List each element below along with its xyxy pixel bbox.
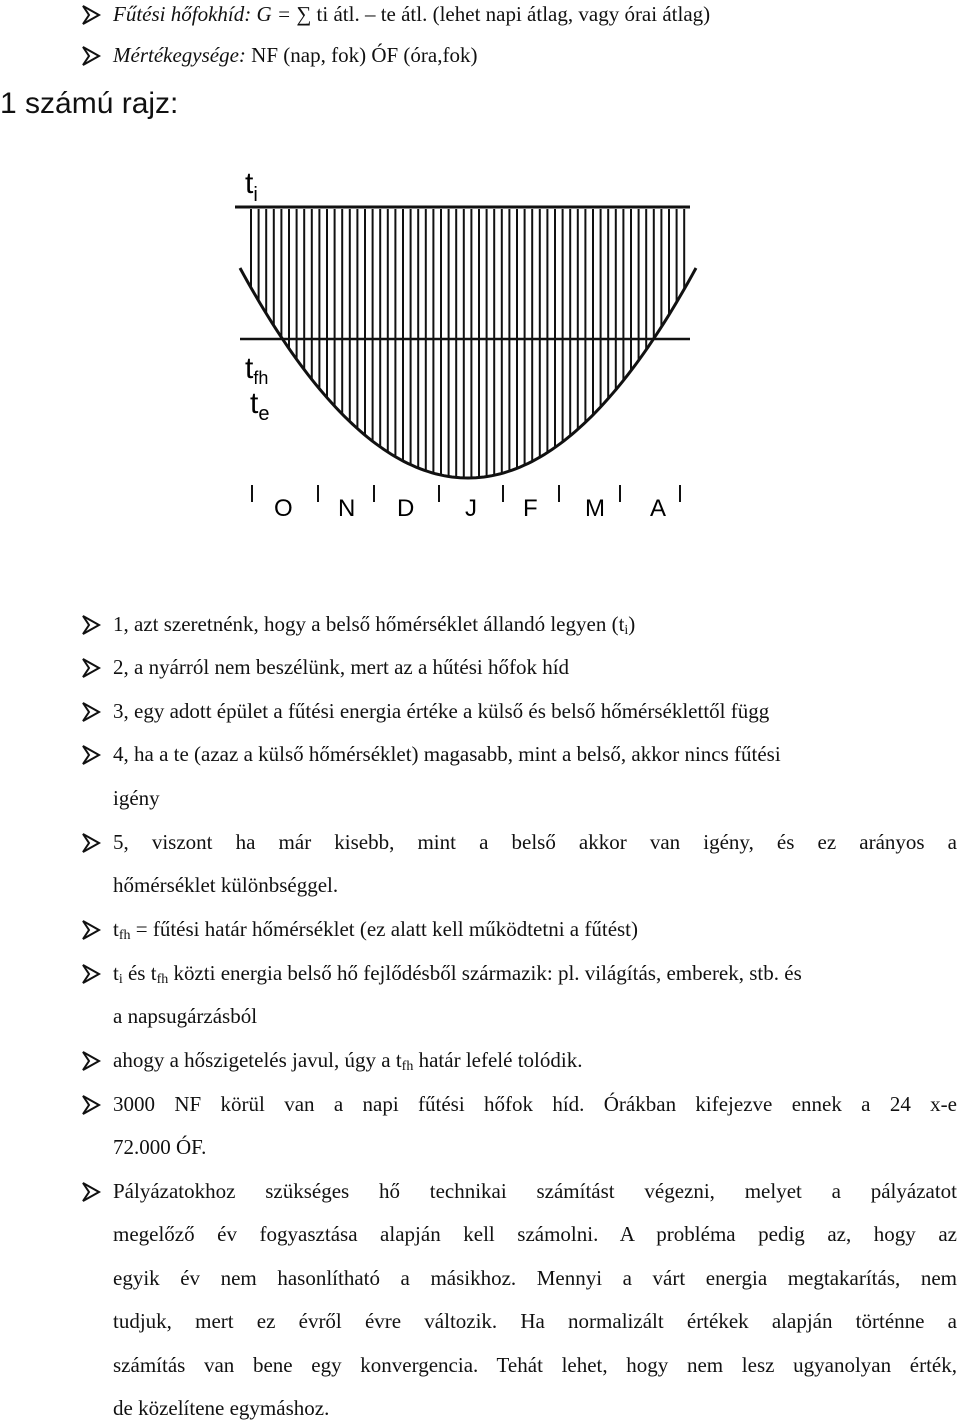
bullet-8: ahogy a hőszigetelés javul, úgy a $t_{fh}$ határ lefelé tolódik. — [113, 1048, 583, 1074]
heating-degree-diagram — [225, 160, 705, 530]
bullet-10-line6: de közelítene egymáshoz. — [113, 1396, 330, 1420]
bullet-4-line2: igény — [113, 786, 160, 810]
bullet-6: $t_{fh}$ = fűtési határ hőmérséklet (ez alatt kell működtetni a fűtést) — [113, 917, 639, 943]
arrowhead-bullet-icon — [80, 44, 102, 68]
bullet-9-line1: 3000 NF körül van a napi fűtési hőfok híd. Órákban kifejezve ennek a 24 x-e — [113, 1092, 957, 1116]
bullet-1: 1, azt szeretnénk, hogy a belső hőmérséklet állandó legyen $(t_i)$ — [113, 612, 636, 638]
arrowhead-bullet-icon — [80, 743, 102, 767]
bullet-3: 3, egy adott épület a fűtési energia értéke a külső és belső hőmérséklettől függ — [113, 699, 770, 723]
te-curve — [240, 268, 696, 478]
bullet-10-line4: tudjuk, mert ez évről évre változik. Ha normalizált értékek alapján történne a — [113, 1309, 957, 1333]
hofokhid-definition: Fűtési hőfokhíd: G = ∑ ti átl. – te átl. (lehet napi átlag, vagy órai átlag) — [113, 2, 711, 26]
month-label: O — [274, 495, 293, 522]
arrowhead-bullet-icon — [80, 1049, 102, 1073]
arrowhead-bullet-icon — [80, 656, 102, 680]
bullet-7-line2: a napsugárzásból — [113, 1004, 258, 1028]
tfh-label: $t_{fh}$ — [245, 352, 269, 388]
bullet-9-line2: 72.000 ÓF. — [113, 1135, 207, 1159]
month-label: M — [585, 495, 605, 522]
bullet-4-line1: 4, ha a te (azaz a külső hőmérséklet) magasabb, mint a belső, akkor nincs fűtési — [113, 742, 781, 766]
arrowhead-bullet-icon — [80, 1180, 102, 1204]
arrowhead-bullet-icon — [80, 962, 102, 986]
month-label: A — [650, 495, 667, 522]
month-labels — [274, 495, 666, 522]
bullet-10-line3: egyik év nem hasonlítható a másikhoz. Mennyi a várt energia megtakarítás, nem — [113, 1266, 957, 1290]
arrowhead-bullet-icon — [80, 1093, 102, 1117]
section-heading: 1 számú rajz: — [0, 87, 179, 120]
bullet-5-line2: hőmérséklet különbséggel. — [113, 873, 339, 897]
bullet-5-line1: 5, viszont ha már kisebb, mint a belső akkor van igény, és ez arányos a — [113, 830, 957, 854]
bullet-2: 2, a nyárról nem beszélünk, mert az a hűtési hőfok híd — [113, 655, 570, 679]
bullet-10-line1: Pályázatokhoz szükséges hő technikai számítást végezni, melyet a pályázatot — [113, 1179, 957, 1203]
te-label: $t_e$ — [250, 387, 270, 425]
month-label: J — [465, 495, 477, 522]
month-label: N — [338, 495, 356, 522]
month-label: D — [397, 495, 415, 522]
bullet-10-line2: megelőző év fogyasztása alapján kell számolni. A probléma pedig az, hogy az — [113, 1222, 957, 1246]
bullet-7-line1: $t_i$ és $t_{fh}$ közti energia belső hő fejlődésből származik: pl. világítás, emberek, stb. és — [113, 961, 802, 987]
bullet-10-line5: számítás van bene egy konvergencia. Tehát lehet, hogy nem lesz ugyanolyan érték, — [113, 1353, 957, 1377]
arrowhead-bullet-icon — [80, 700, 102, 724]
hatch-lines — [251, 209, 684, 478]
unit-definition: Mértékegysége: NF (nap, fok) ÓF (óra,fok) — [113, 43, 478, 67]
arrowhead-bullet-icon — [80, 918, 102, 942]
arrowhead-bullet-icon — [80, 613, 102, 637]
ti-label: $t_i$ — [245, 167, 258, 206]
arrowhead-bullet-icon — [80, 3, 102, 27]
month-label: F — [523, 495, 538, 522]
arrowhead-bullet-icon — [80, 831, 102, 855]
